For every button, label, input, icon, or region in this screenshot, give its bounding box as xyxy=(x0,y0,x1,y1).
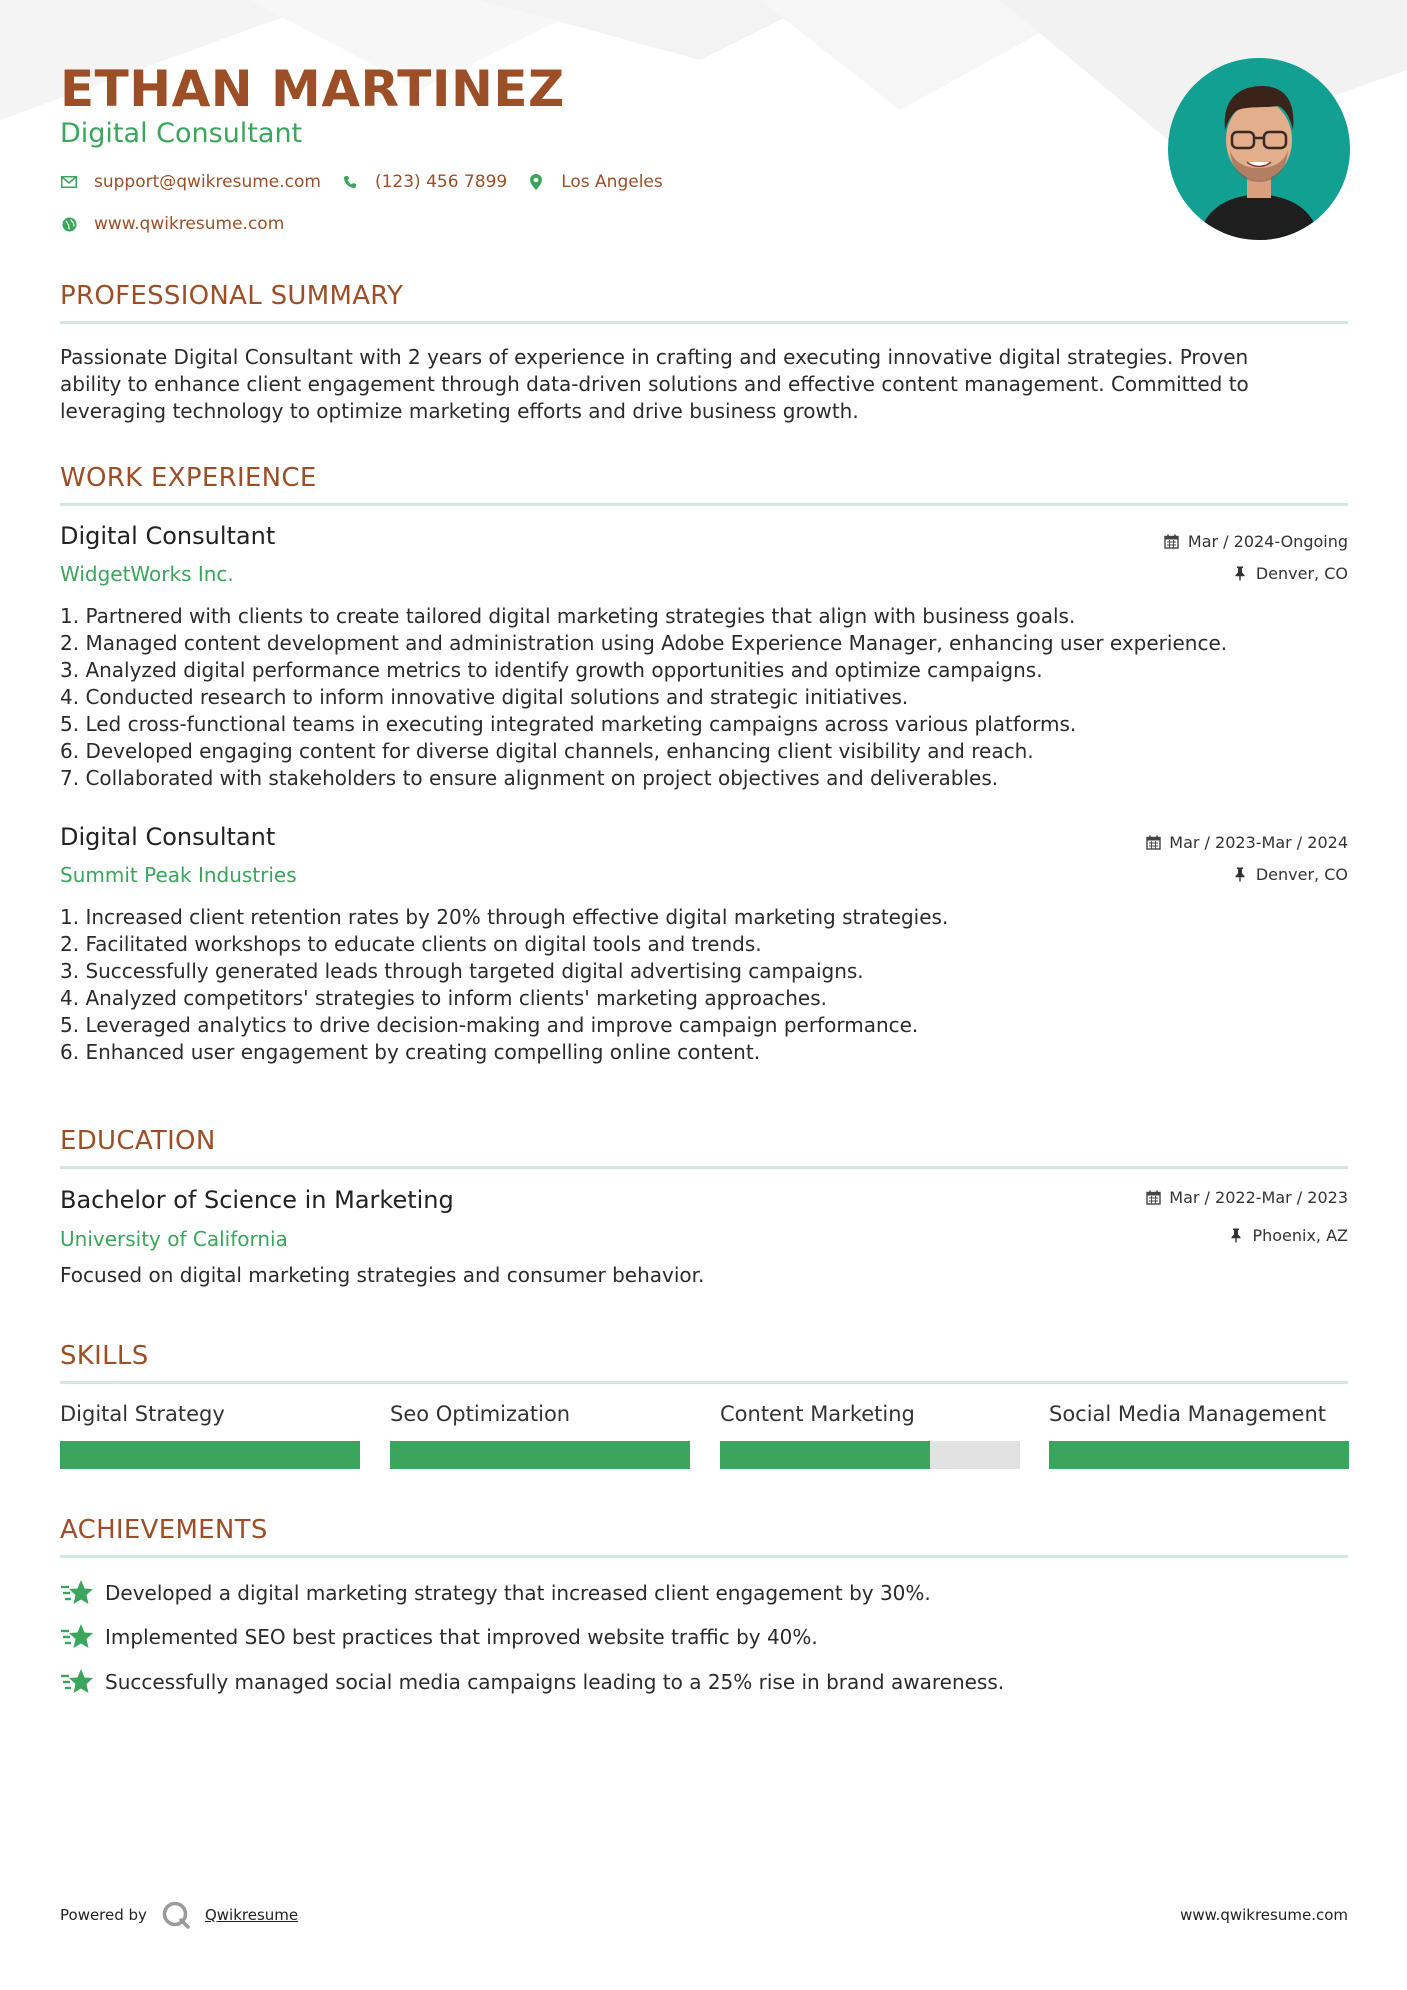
skill-bar-fill xyxy=(720,1441,930,1469)
list-item: 4. Conducted research to inform innovative digital solutions and strategic initiatives. xyxy=(60,685,909,709)
skill-bar-track xyxy=(720,1441,1020,1469)
job-dates xyxy=(1164,532,1348,551)
list-item: 5. Leveraged analytics to drive decision-making and improve campaign performance. xyxy=(60,1013,919,1037)
list-item: 7. Collaborated with stakeholders to ensure alignment on project objectives and deliverables. xyxy=(60,766,999,790)
job-location-text: Denver, CO xyxy=(1255,564,1348,583)
list-item: 4. Analyzed competitors' strategies to inform clients' marketing approaches. xyxy=(60,986,828,1010)
job-location xyxy=(1232,564,1348,583)
skill-bar-fill xyxy=(60,1441,360,1469)
star-icon xyxy=(60,1667,94,1697)
pushpin-icon xyxy=(1232,566,1248,582)
job-title: Digital Consultant xyxy=(60,522,276,550)
list-item: 5. Led cross-functional teams in executing integrated marketing campaigns across various platforms. xyxy=(60,712,1077,736)
skill-name: Seo Optimization xyxy=(390,1402,571,1426)
pushpin-icon xyxy=(1232,867,1248,883)
summary-line: leveraging technology to optimize marketing efforts and drive business growth. xyxy=(60,399,859,423)
achievement-text: Successfully managed social media campaigns leading to a 25% rise in brand awareness. xyxy=(105,1670,1005,1694)
website-link[interactable]: www.qwikresume.com xyxy=(94,214,285,234)
education-description: Focused on digital marketing strategies and consumer behavior. xyxy=(60,1263,705,1287)
resume-page xyxy=(60,0,1348,1990)
achievements-heading: ACHIEVEMENTS xyxy=(60,1515,268,1545)
skill-bar-track xyxy=(390,1441,690,1469)
education-dates-text: Mar / 2022-Mar / 2023 xyxy=(1169,1188,1348,1207)
school-name: University of California xyxy=(60,1227,288,1251)
list-item: 2. Facilitated workshops to educate clients on digital tools and trends. xyxy=(60,932,762,956)
summary-line: Passionate Digital Consultant with 2 years of experience in crafting and executing innovative digital strategies. Proven xyxy=(60,345,1249,369)
job-responsibilities xyxy=(60,603,1348,792)
education-heading: EDUCATION xyxy=(60,1126,216,1156)
footer-powered-by xyxy=(60,1900,298,1930)
list-item: 2. Managed content development and administration using Adobe Experience Manager, enhancing user experience. xyxy=(60,631,1228,655)
section-divider xyxy=(60,321,1348,324)
job-company: WidgetWorks Inc. xyxy=(60,562,234,586)
job-dates xyxy=(1145,833,1348,852)
phone-number: (123) 456 7899 xyxy=(374,172,508,192)
job-dates-text: Mar / 2024-Ongoing xyxy=(1187,532,1348,551)
calendar-icon xyxy=(1164,534,1180,550)
map-pin-icon xyxy=(527,173,545,191)
globe-icon xyxy=(60,215,78,233)
envelope-icon xyxy=(60,173,78,191)
qwikresume-link[interactable]: Qwikresume xyxy=(204,1906,299,1924)
list-item: 6. Enhanced user engagement by creating compelling online content. xyxy=(60,1040,761,1064)
skill-name: Content Marketing xyxy=(720,1402,915,1426)
education-dates xyxy=(1145,1188,1348,1207)
section-divider xyxy=(60,1555,1348,1558)
calendar-icon xyxy=(1145,1190,1161,1206)
education-location-text: Phoenix, AZ xyxy=(1252,1226,1348,1245)
job-responsibilities xyxy=(60,904,1348,1066)
education-location xyxy=(1228,1226,1348,1245)
website-row xyxy=(60,214,304,234)
phone-icon xyxy=(341,173,359,191)
job-company: Summit Peak Industries xyxy=(60,863,297,887)
job-location-text: Denver, CO xyxy=(1255,865,1348,884)
list-item: 1. Increased client retention rates by 20% through effective digital marketing strategies. xyxy=(60,905,949,929)
summary-text xyxy=(60,344,1348,425)
job-location xyxy=(1232,865,1348,884)
experience-heading: WORK EXPERIENCE xyxy=(60,463,317,493)
email-link[interactable]: support@qwikresume.com xyxy=(94,172,321,192)
skill-bar-track xyxy=(60,1441,360,1469)
skill-name: Social Media Management xyxy=(1049,1402,1327,1426)
summary-line: ability to enhance client engagement through data-driven solutions and effective content management. Committed to xyxy=(60,372,1249,396)
achievement-item xyxy=(60,1667,1004,1697)
star-icon xyxy=(60,1578,94,1608)
candidate-title: Digital Consultant xyxy=(60,118,303,149)
achievement-text: Developed a digital marketing strategy that increased client engagement by 30%. xyxy=(105,1581,931,1605)
list-item: 6. Developed engaging content for diverse digital channels, enhancing client visibility and reach. xyxy=(60,739,1034,763)
achievement-item xyxy=(60,1622,818,1652)
star-icon xyxy=(60,1622,94,1652)
job-dates-text: Mar / 2023-Mar / 2024 xyxy=(1169,833,1348,852)
skill-bar-track xyxy=(1049,1441,1349,1469)
section-divider xyxy=(60,503,1348,506)
skills-heading: SKILLS xyxy=(60,1341,149,1371)
footer-website-link[interactable]: www.qwikresume.com xyxy=(1180,1906,1348,1924)
location-text: Los Angeles xyxy=(561,172,663,192)
list-item: 1. Partnered with clients to create tailored digital marketing strategies that align with business goals. xyxy=(60,604,1076,628)
achievement-text: Implemented SEO best practices that improved website traffic by 40%. xyxy=(105,1625,818,1649)
skill-name: Digital Strategy xyxy=(60,1402,225,1426)
contact-row xyxy=(60,172,683,192)
list-item: 3. Analyzed digital performance metrics to identify growth opportunities and optimize campaigns. xyxy=(60,658,1043,682)
section-divider xyxy=(60,1381,1348,1384)
powered-by-label: Powered by xyxy=(60,1906,147,1924)
achievement-item xyxy=(60,1578,931,1608)
job-title: Digital Consultant xyxy=(60,823,276,851)
skill-bar-fill xyxy=(390,1441,690,1469)
profile-photo xyxy=(1168,58,1350,240)
pushpin-icon xyxy=(1228,1228,1244,1244)
list-item: 3. Successfully generated leads through targeted digital advertising campaigns. xyxy=(60,959,864,983)
skill-bar-fill xyxy=(1049,1441,1349,1469)
candidate-name: ETHAN MARTINEZ xyxy=(60,60,565,118)
degree-title: Bachelor of Science in Marketing xyxy=(60,1186,454,1214)
qwikresume-logo-icon xyxy=(161,1900,191,1930)
summary-heading: PROFESSIONAL SUMMARY xyxy=(60,281,404,311)
calendar-icon xyxy=(1145,835,1161,851)
section-divider xyxy=(60,1166,1348,1169)
